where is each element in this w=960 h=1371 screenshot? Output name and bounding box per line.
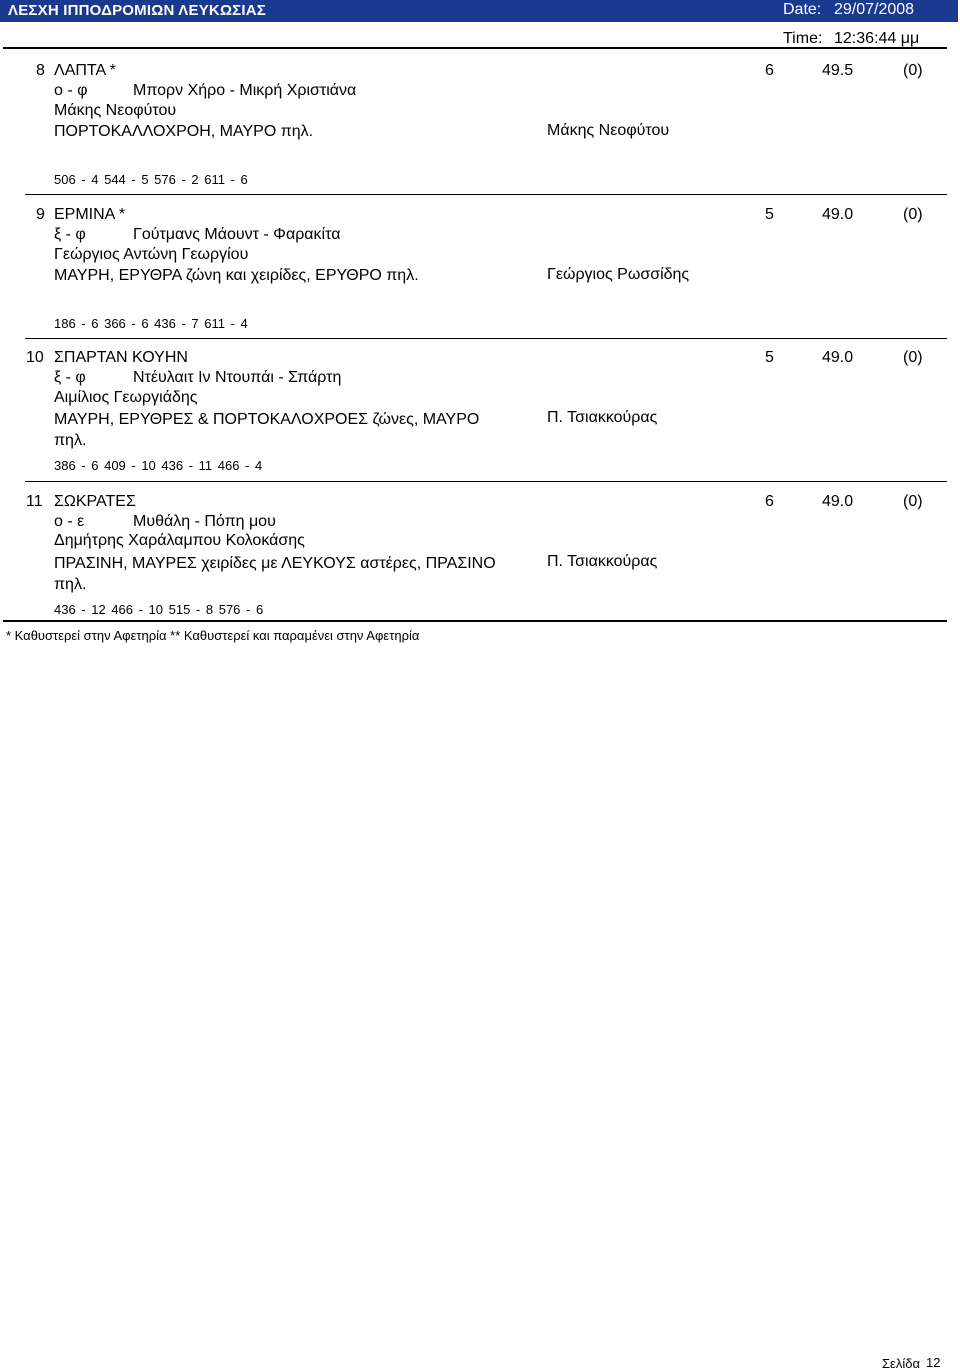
owner: Γεώργιος Αντώνη Γεωργίου	[54, 246, 249, 263]
allowance: (0)	[903, 62, 923, 79]
sex-age: ξ - φ	[54, 226, 86, 243]
owner: Αιμίλιος Γεωργιάδης	[54, 389, 198, 406]
trainer: Γεώργιος Ρωσσίδης	[547, 266, 690, 283]
page-label: Σελίδα	[882, 1356, 920, 1371]
pedigree: Ντέυλαιτ Ιν Ντουπάι - Σπάρτη	[133, 369, 342, 386]
racing-colours: ΜΑΥΡΗ, ΕΡΥΘΡΑ ζώνη και χειρίδες, ΕΡΥΘΡΟ πηλ.	[54, 267, 419, 284]
horse-name: ΛΑΠΤΑ *	[54, 62, 116, 79]
sex-age: ο - φ	[54, 82, 88, 99]
horse-name: ΕΡΜΙΝΑ *	[54, 206, 126, 223]
date-label: Date:	[783, 1, 822, 18]
allowance: (0)	[903, 206, 923, 223]
organization-name: ΛΕΣΧΗ ΙΠΠΟΔΡΟΜΙΩΝ ΛΕΥΚΩΣΙΑΣ	[8, 2, 266, 19]
footnote: * Καθυστερεί στην Αφετηρία ** Καθυστερεί και παραμένει στην Αφετηρία	[6, 628, 420, 643]
sex-age: ο - ε	[54, 513, 85, 530]
entry-number: 10	[26, 349, 44, 366]
racing-colours: ΜΑΥΡΗ, ΕΡΥΘΡΕΣ & ΠΟΡΤΟΚΑΛΟΧΡΟΕΣ ζώνες, ΜΑΥΡΟ πηλ.	[54, 411, 480, 449]
entry-divider	[25, 338, 947, 339]
weight-count: 6	[765, 62, 774, 79]
entry-divider	[25, 481, 947, 482]
weight-count: 5	[765, 349, 774, 366]
weight: 49.0	[822, 206, 854, 223]
entry-number: 11	[26, 493, 43, 510]
weight-count: 5	[765, 206, 774, 223]
sex-age: ξ - φ	[54, 369, 86, 386]
entry-divider	[3, 620, 947, 622]
racing-colours: ΠΡΑΣΙΝΗ, ΜΑΥΡΕΣ χειρίδες με ΛΕΥΚΟΥΣ αστέρες, ΠΡΑΣΙΝΟ πηλ.	[54, 555, 496, 593]
allowance: (0)	[903, 493, 923, 510]
horse-name: ΣΩΚΡΑΤΕΣ	[54, 493, 136, 510]
entry-number: 8	[36, 62, 45, 79]
pedigree: Γούτμανς Μάουντ - Φαρακίτα	[133, 226, 341, 243]
recent-form: 436 - 12 466 - 10 515 - 8 576 - 6	[54, 602, 264, 617]
weight: 49.0	[822, 349, 854, 366]
recent-form: 186 - 6 366 - 6 436 - 7 611 - 4	[54, 316, 248, 331]
recent-form: 386 - 6 409 - 10 436 - 11 466 - 4	[54, 458, 263, 473]
time-value: 12:36:44 μμ	[834, 30, 920, 47]
trainer: Π. Τσιακκούρας	[547, 409, 658, 426]
weight-count: 6	[765, 493, 774, 510]
owner: Μάκης Νεοφύτου	[54, 102, 177, 119]
weight: 49.5	[822, 62, 854, 79]
owner: Δημήτρης Χαράλαμπου Κολοκάσης	[54, 532, 305, 549]
entry-number: 9	[36, 206, 45, 223]
trainer: Π. Τσιακκούρας	[547, 553, 658, 570]
pedigree: Μπορν Χήρο - Μικρή Χριστιάνα	[133, 82, 357, 99]
horse-name: ΣΠΑΡΤΑΝ ΚΟΥΗΝ	[54, 349, 188, 366]
weight: 49.0	[822, 493, 854, 510]
pedigree: Μυθάλη - Πόπη μου	[133, 513, 276, 530]
time-label: Time:	[783, 30, 823, 47]
allowance: (0)	[903, 349, 923, 366]
recent-form: 506 - 4 544 - 5 576 - 2 611 - 6	[54, 172, 248, 187]
date-value: 29/07/2008	[834, 1, 915, 18]
header-divider	[3, 47, 947, 49]
entry-divider	[25, 194, 947, 195]
page-number: 12	[926, 1355, 941, 1370]
racing-colours: ΠΟΡΤΟΚΑΛΛΟΧΡΟΗ, ΜΑΥΡΟ πηλ.	[54, 123, 314, 140]
trainer: Μάκης Νεοφύτου	[547, 122, 670, 139]
